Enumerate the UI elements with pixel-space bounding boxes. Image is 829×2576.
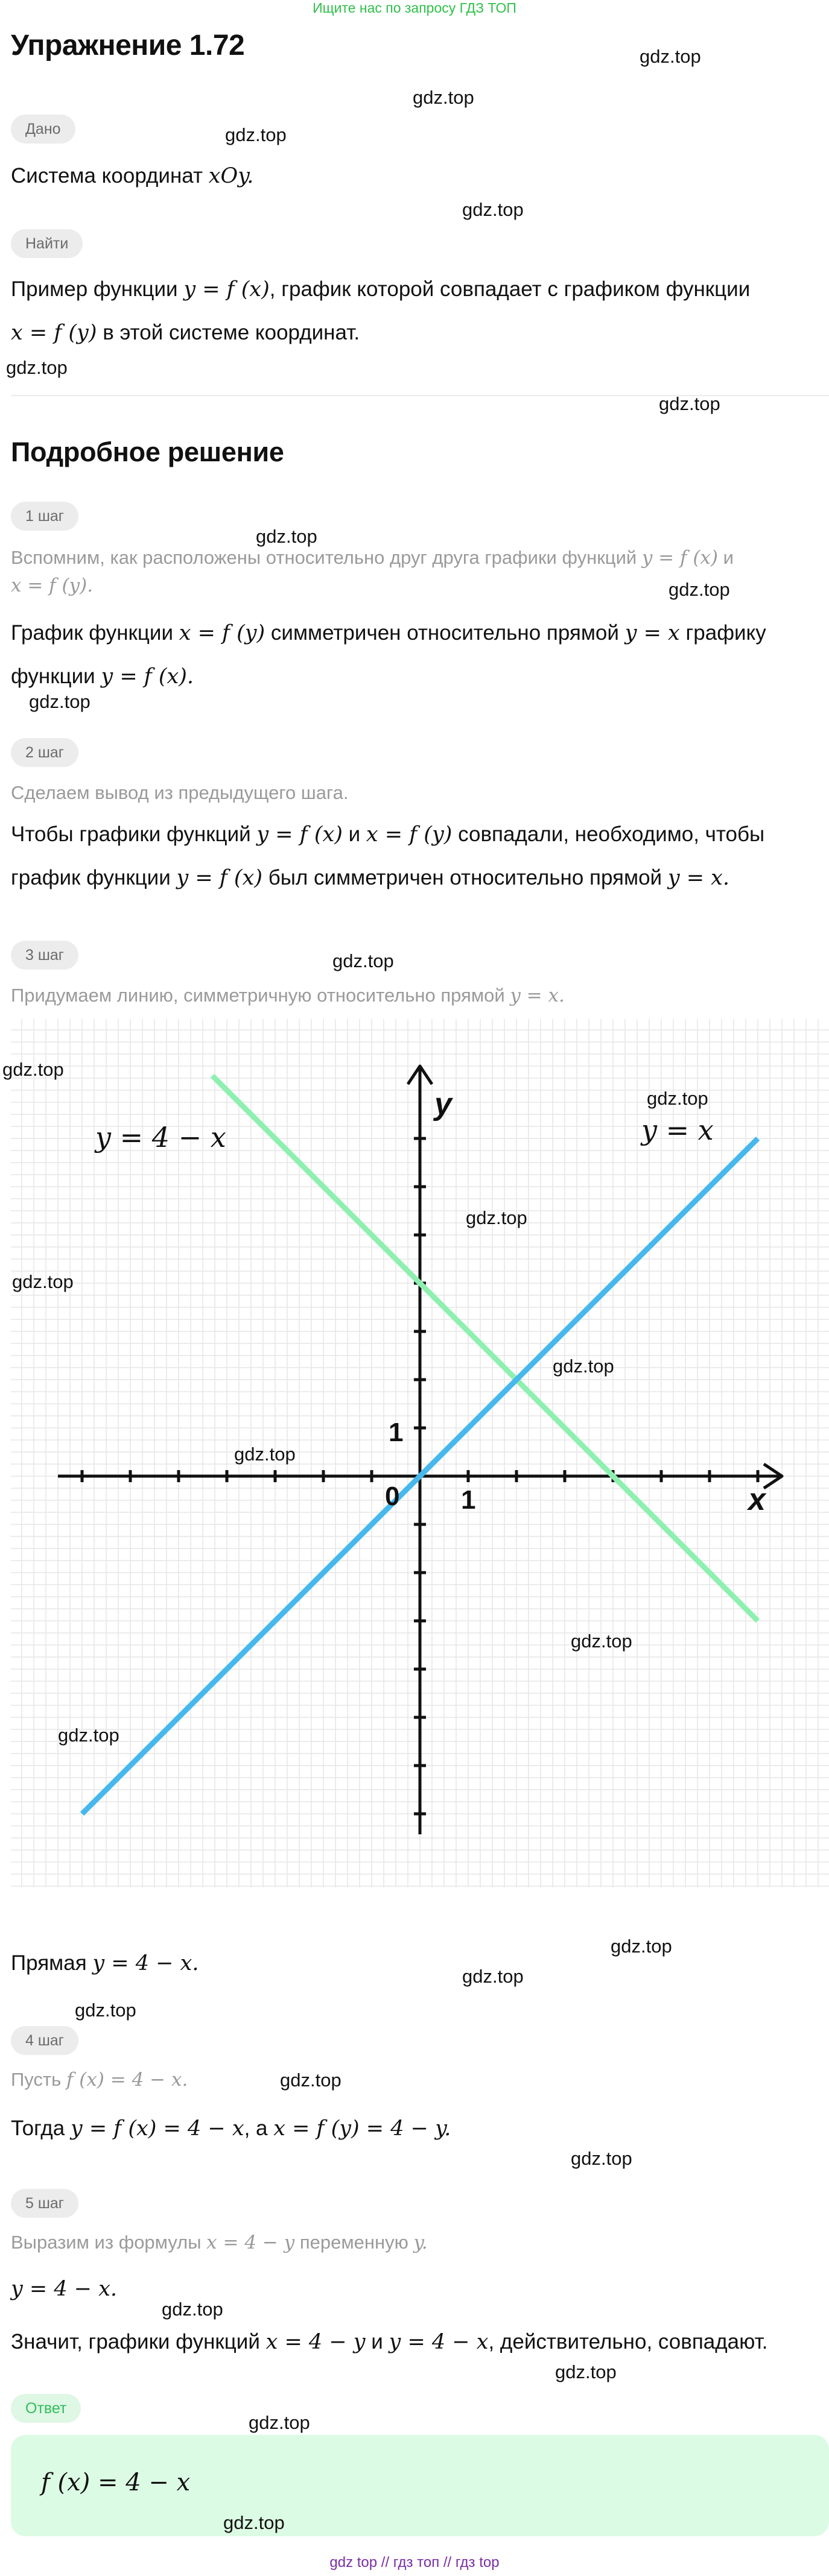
step-1-text-c: графику [679, 621, 766, 645]
step-2-hint: Сделаем вывод из предыдущего шага. [11, 782, 349, 803]
line-y-4-minus-x [212, 1076, 758, 1621]
step-5-text-c: , действительно, совпадают. [488, 2330, 768, 2353]
watermark: gdz.top [249, 2412, 310, 2433]
answer-math: f (x) = 4 − x [41, 2469, 191, 2496]
find-text-b: , график которой совпадает с графиком функции [269, 277, 751, 301]
step-5-hint-text-b: переменную [294, 2232, 414, 2253]
step-5-math-1: y = 4 − x. [11, 2277, 118, 2301]
step-1-badge: 1 шаг [11, 502, 78, 531]
step-5-math-3: y = 4 − x [389, 2330, 489, 2354]
watermark: gdz.top [611, 1936, 672, 1957]
step-2-text-d: график функции [11, 866, 177, 889]
step-2-badge: 2 шаг [11, 738, 78, 767]
watermark: gdz.top [223, 2512, 285, 2533]
step-4-hint-text: Пусть [11, 2069, 66, 2090]
find-badge: Найти [11, 229, 83, 258]
axis-y-label: y [434, 1087, 452, 1122]
watermark: gdz.top [647, 1088, 708, 1109]
watermark: gdz.top [659, 393, 720, 414]
step-3-after [11, 1950, 199, 1977]
step-4-text-b: , а [244, 2117, 274, 2140]
given-text-label: Система координат [11, 164, 203, 188]
step-1-math-1: x = f (y) [179, 621, 265, 645]
step-5-badge: 5 шаг [11, 2189, 78, 2218]
watermark: gdz.top [640, 46, 701, 67]
answer-badge: Ответ [11, 2394, 81, 2423]
origin-label: 0 [385, 1482, 400, 1511]
watermark: gdz.top [466, 1207, 527, 1228]
solution-title: Подробное решение [11, 437, 284, 467]
step-1-line-2 [11, 663, 194, 690]
watermark: gdz.top [553, 1356, 614, 1377]
watermark: gdz.top [280, 2069, 341, 2091]
step-1-text-a: График функции [11, 621, 179, 645]
find-math-2: x = f (y) [11, 321, 97, 345]
step-5-hint-math-2: y. [413, 2232, 428, 2253]
watermark: gdz.top [6, 357, 68, 378]
label-line-2: y = x [641, 1114, 714, 1146]
step-4-text-a: Тогда [11, 2117, 71, 2140]
step-2-math-1: y = f (x) [256, 822, 343, 847]
step-2-text-c: совпадали, необходимо, чтобы [452, 822, 765, 846]
watermark: gdz.top [462, 1966, 524, 1987]
step-3-badge: 3 шаг [11, 941, 78, 970]
watermark: gdz.top [225, 124, 287, 145]
watermark: gdz.top [413, 87, 474, 108]
step-1-math-2: y = x [624, 621, 680, 645]
find-line-2 [11, 320, 360, 347]
watermark: gdz.top [669, 579, 730, 600]
step-2-line-1 [11, 821, 764, 848]
step-2-text-e: был симметричен относительно прямой [262, 866, 668, 889]
step-2-math-2: x = f (y) [366, 822, 453, 847]
step-5-line-1 [11, 2276, 117, 2303]
footer-links: gdz top // гдз топ // гдз top [329, 2554, 500, 2571]
step-1-hint-text: Вспомним, как расположены относительно друг друга графики функций [11, 547, 642, 568]
step-4-line-1 [11, 2115, 451, 2142]
watermark: gdz.top [2, 1059, 64, 1080]
step-4-badge: 4 шаг [11, 2026, 78, 2055]
given-text [11, 163, 253, 190]
find-text-a: Пример функции [11, 277, 184, 301]
step-5-hint-math-1: x = 4 − y [206, 2232, 295, 2253]
step-1-hint-line-1 [11, 546, 734, 570]
watermark: gdz.top [571, 2148, 632, 2169]
axis-x-label: x [748, 1482, 766, 1517]
tick-y-label: 1 [389, 1418, 404, 1447]
step-5-math-2: x = 4 − y [265, 2330, 366, 2354]
watermark: gdz.top [162, 2299, 223, 2320]
step-1-hint-text-b: и [718, 547, 734, 568]
step-5-hint [11, 2231, 428, 2255]
step-2-line-2 [11, 865, 729, 892]
step-4-hint-math: f (x) = 4 − x. [66, 2069, 188, 2091]
step-5-text-b: и [365, 2330, 389, 2353]
watermark: gdz.top [234, 1444, 296, 1465]
step-1-math-3: y = f (x). [101, 665, 194, 689]
step-2-math-4: y = x. [667, 866, 730, 890]
step-2-text-a: Чтобы графики функций [11, 822, 257, 846]
find-math-1: y = f (x) [183, 277, 270, 301]
given-badge: Дано [11, 115, 75, 144]
step-1-hint-line-2 [11, 574, 93, 598]
step-5-text-a: Значит, графики функций [11, 2330, 266, 2353]
watermark: gdz.top [12, 1271, 74, 1292]
watermark: gdz.top [75, 2000, 136, 2021]
watermark: gdz.top [256, 526, 317, 547]
top-search-note: Ищите нас по запросу ГДЗ ТОП [313, 0, 516, 16]
step-1-text-b: симметричен относительно прямой [265, 621, 625, 645]
step-3-hint [11, 984, 565, 1008]
step-1-text-d: функции [11, 665, 101, 688]
step-1-hint-math-2: x = f (y). [11, 575, 94, 596]
tick-x-label: 1 [461, 1485, 476, 1515]
watermark: gdz.top [571, 1631, 632, 1652]
label-line-1: y = 4 − x [95, 1121, 226, 1154]
step-1-hint-math-1: y = f (x) [641, 547, 719, 569]
find-text-c: в этой системе координат. [97, 321, 360, 344]
step-5-hint-text: Выразим из формулы [11, 2232, 207, 2253]
step-3-hint-text: Придумаем линию, симметричную относительно прямой [11, 985, 510, 1006]
step-4-hint [11, 2068, 188, 2092]
step-3-hint-math: y = x. [510, 985, 565, 1006]
step-4-math-2: x = f (y) = 4 − y. [273, 2117, 451, 2141]
watermark: gdz.top [29, 691, 91, 712]
step-3-after-math: y = 4 − x. [92, 1951, 199, 1975]
step-3-after-text: Прямая [11, 1951, 93, 1975]
watermark: gdz.top [555, 2361, 617, 2382]
graph-figure [11, 1019, 829, 1887]
step-2-math-3: y = f (x) [176, 866, 262, 890]
step-1-line-1 [11, 620, 766, 647]
watermark: gdz.top [332, 950, 394, 971]
given-math: xOy. [208, 164, 254, 188]
step-5-line-2 [11, 2329, 768, 2356]
step-4-math-1: y = f (x) = 4 − x [70, 2117, 244, 2141]
find-line-1 [11, 276, 750, 303]
step-2-text-b: и [342, 822, 366, 846]
answer-box [11, 2435, 829, 2536]
page-title: Упражнение 1.72 [11, 30, 245, 62]
watermark: gdz.top [58, 1725, 119, 1746]
watermark: gdz.top [462, 199, 524, 220]
